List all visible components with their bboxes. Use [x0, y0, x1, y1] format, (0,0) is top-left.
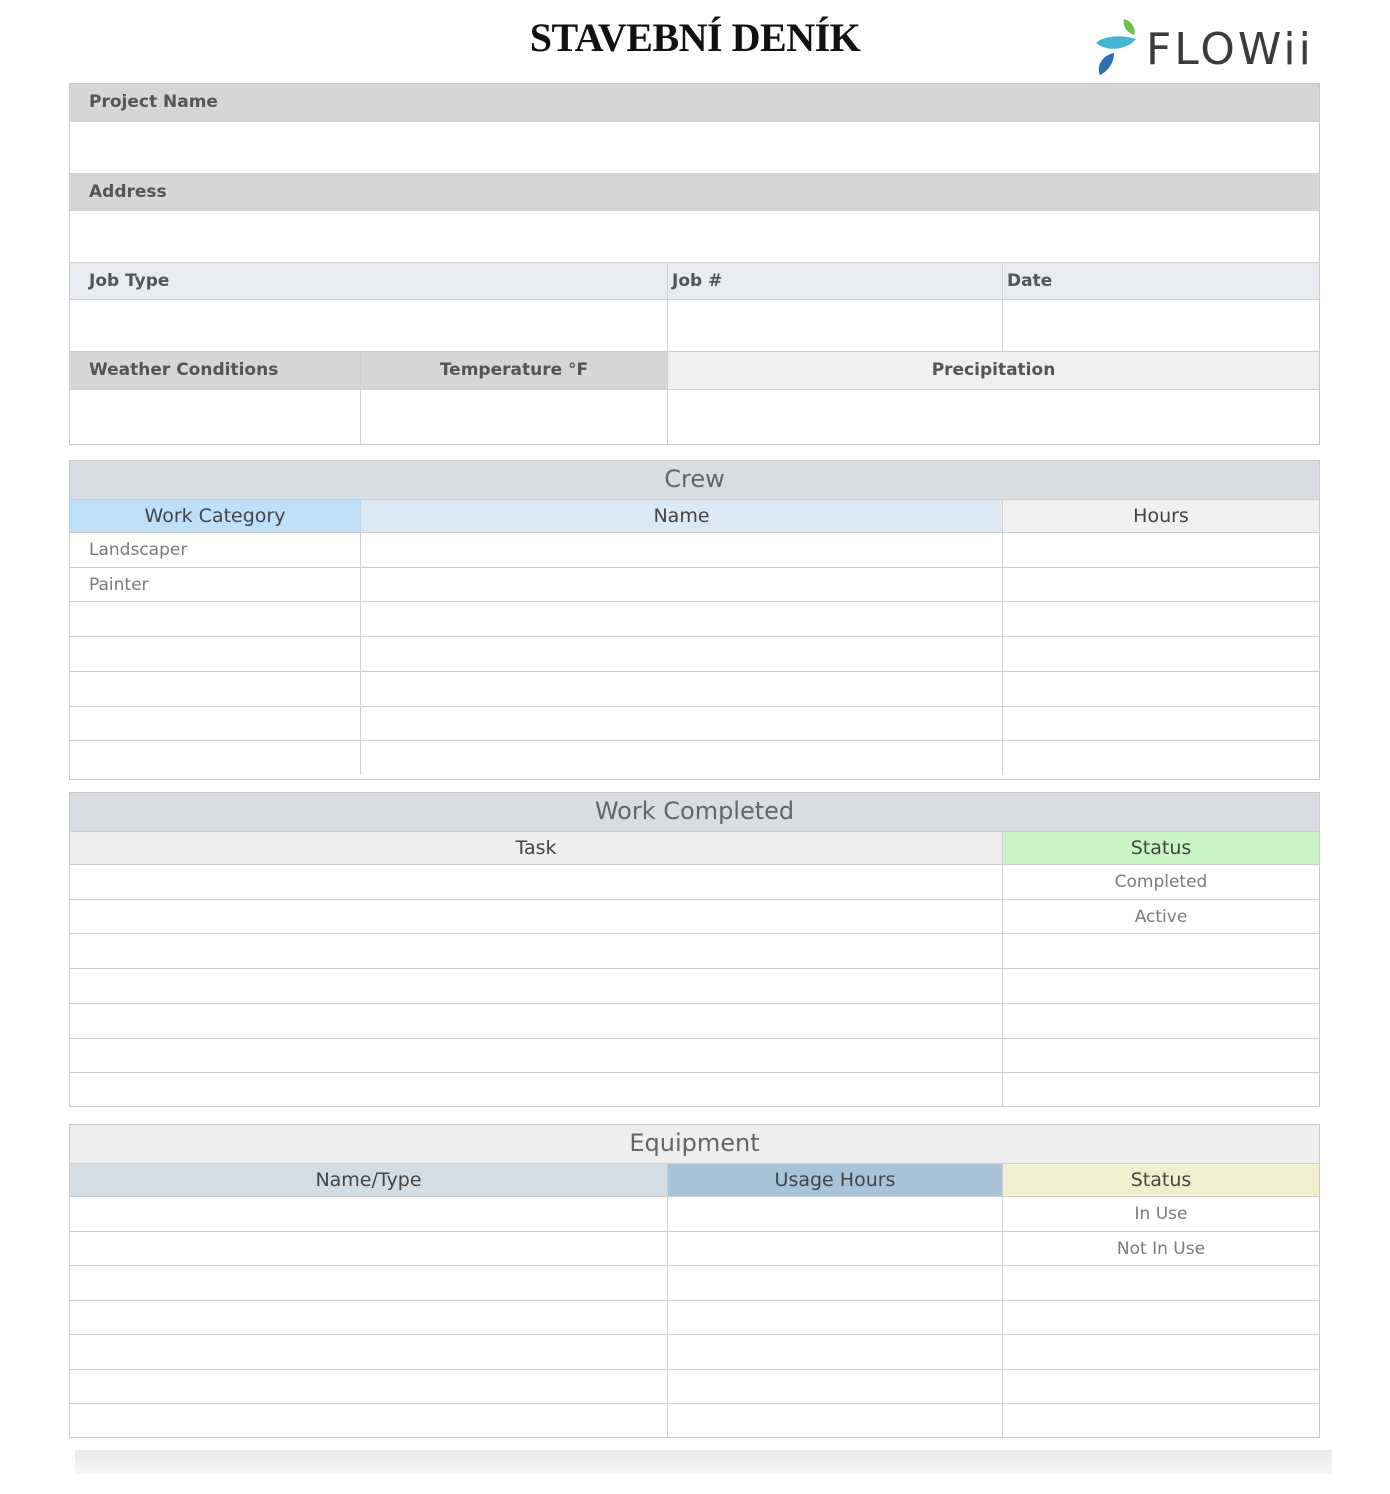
work-status-value: Active [1134, 906, 1188, 927]
table-row [70, 1300, 1319, 1335]
usage-hours-header: Usage Hours [667, 1163, 1002, 1196]
hours-cell[interactable] [1002, 568, 1319, 602]
table-row [70, 1038, 1319, 1073]
work-category-header: Work Category [70, 499, 360, 532]
usage-hours-cell[interactable] [667, 1266, 1002, 1300]
usage-hours-cell[interactable] [667, 1370, 1002, 1404]
date-label: Date [1002, 262, 1319, 299]
equipment-name-cell[interactable] [70, 1335, 667, 1369]
work-category-cell[interactable] [70, 602, 360, 636]
work-status-cell[interactable] [1002, 1004, 1319, 1038]
table-row [70, 1196, 1319, 1231]
task-cell[interactable] [70, 865, 1002, 899]
project-name-label: Project Name [70, 84, 1319, 121]
equipment-name-cell[interactable] [70, 1266, 667, 1300]
job-number-label: Job # [667, 262, 1002, 299]
temperature-label: Temperature °F [360, 351, 667, 389]
job-type-label: Job Type [70, 262, 667, 299]
table-row [70, 706, 1319, 741]
crew-name-cell[interactable] [360, 672, 1002, 706]
task-cell[interactable] [70, 969, 1002, 1003]
equipment-status-cell[interactable] [1002, 1335, 1319, 1369]
crew-title: Crew [70, 461, 1319, 499]
hours-cell[interactable] [1002, 602, 1319, 636]
work-category-cell[interactable] [70, 533, 360, 567]
equipment-title: Equipment [70, 1125, 1319, 1163]
work-category-cell[interactable] [70, 568, 360, 602]
equipment-name-cell[interactable] [70, 1404, 667, 1438]
table-row [70, 740, 1319, 775]
work-category-value: Landscaper [89, 540, 188, 560]
table-row [70, 1003, 1319, 1038]
work-category-cell[interactable] [70, 672, 360, 706]
project-info-form [69, 83, 1320, 445]
equipment-status-cell[interactable] [1002, 1197, 1319, 1231]
equipment-status-cell[interactable] [1002, 1404, 1319, 1438]
table-row [70, 968, 1319, 1003]
equipment-name-cell[interactable] [70, 1301, 667, 1335]
usage-hours-cell[interactable] [667, 1335, 1002, 1369]
work-category-cell[interactable] [70, 637, 360, 671]
equipment-status-cell[interactable] [1002, 1370, 1319, 1404]
work-category-cell[interactable] [70, 707, 360, 741]
task-header: Task [70, 831, 1002, 864]
usage-hours-cell[interactable] [667, 1197, 1002, 1231]
hours-cell[interactable] [1002, 672, 1319, 706]
work-category-value: Painter [89, 574, 149, 595]
work-completed-section [69, 792, 1320, 1107]
equipment-name-cell[interactable] [70, 1370, 667, 1404]
table-row [70, 636, 1319, 671]
task-cell[interactable] [70, 934, 1002, 968]
table-row [70, 567, 1319, 602]
crew-name-cell[interactable] [360, 741, 1002, 775]
logo-text: FLOWii [1146, 23, 1314, 75]
temperature-field[interactable] [360, 389, 667, 444]
hours-cell[interactable] [1002, 533, 1319, 567]
work-completed-title: Work Completed [70, 793, 1319, 831]
page-footer-shadow [75, 1450, 1332, 1474]
date-field[interactable] [1002, 299, 1319, 351]
work-status-cell[interactable] [1002, 900, 1319, 934]
hours-header: Hours [1002, 499, 1319, 532]
crew-name-cell[interactable] [360, 637, 1002, 671]
task-cell[interactable] [70, 900, 1002, 934]
hours-cell[interactable] [1002, 637, 1319, 671]
crew-name-cell[interactable] [360, 602, 1002, 636]
work-status-cell[interactable] [1002, 865, 1319, 899]
equipment-status-value: Not In Use [1116, 1238, 1206, 1259]
work-category-cell[interactable] [70, 741, 360, 775]
equipment-status-cell[interactable] [1002, 1301, 1319, 1335]
precipitation-field[interactable] [667, 389, 1319, 444]
address-field[interactable] [70, 210, 1319, 262]
task-cell[interactable] [70, 1039, 1002, 1073]
job-type-field[interactable] [70, 299, 667, 351]
table-row [70, 933, 1319, 968]
table-row [70, 1231, 1319, 1266]
weather-label: Weather Conditions [70, 351, 360, 389]
flowii-logo [1094, 16, 1334, 78]
task-cell[interactable] [70, 1073, 1002, 1107]
address-label: Address [70, 173, 1319, 210]
usage-hours-cell[interactable] [667, 1404, 1002, 1438]
usage-hours-cell[interactable] [667, 1232, 1002, 1266]
equipment-section [69, 1124, 1320, 1438]
equipment-name-cell[interactable] [70, 1232, 667, 1266]
table-row [70, 1265, 1319, 1300]
table-row [70, 1403, 1319, 1438]
table-row [70, 899, 1319, 934]
table-row [70, 1334, 1319, 1369]
table-row [70, 1072, 1319, 1107]
project-name-field[interactable] [70, 121, 1319, 173]
table-row [70, 601, 1319, 636]
precipitation-label: Precipitation [667, 351, 1319, 389]
work-status-cell[interactable] [1002, 1073, 1319, 1107]
equipment-status-cell[interactable] [1002, 1266, 1319, 1300]
flowii-leaf-icon [1094, 17, 1140, 77]
equipment-status-value: In Use [1134, 1204, 1188, 1224]
work-status-value: Completed [1114, 872, 1208, 892]
crew-name-cell[interactable] [360, 707, 1002, 741]
table-row [70, 1369, 1319, 1404]
hours-cell[interactable] [1002, 741, 1319, 775]
equipment-name-cell[interactable] [70, 1197, 667, 1231]
name-type-header: Name/Type [70, 1163, 667, 1196]
weather-field[interactable] [70, 389, 360, 444]
work-status-cell[interactable] [1002, 1039, 1319, 1073]
crew-section [69, 460, 1320, 780]
crew-name-cell[interactable] [360, 533, 1002, 567]
equipment-status-cell[interactable] [1002, 1232, 1319, 1266]
work-status-cell[interactable] [1002, 969, 1319, 1003]
hours-cell[interactable] [1002, 707, 1319, 741]
table-row [70, 532, 1319, 567]
equipment-status-header: Status [1002, 1163, 1319, 1196]
crew-name-header: Name [360, 499, 1002, 532]
work-status-cell[interactable] [1002, 934, 1319, 968]
job-number-field[interactable] [667, 299, 1002, 351]
task-cell[interactable] [70, 1004, 1002, 1038]
page-title: STAVEBNÍ DENÍK [529, 15, 861, 60]
table-row [70, 671, 1319, 706]
table-row [70, 864, 1319, 899]
usage-hours-cell[interactable] [667, 1301, 1002, 1335]
work-status-header: Status [1002, 831, 1319, 864]
crew-name-cell[interactable] [360, 568, 1002, 602]
